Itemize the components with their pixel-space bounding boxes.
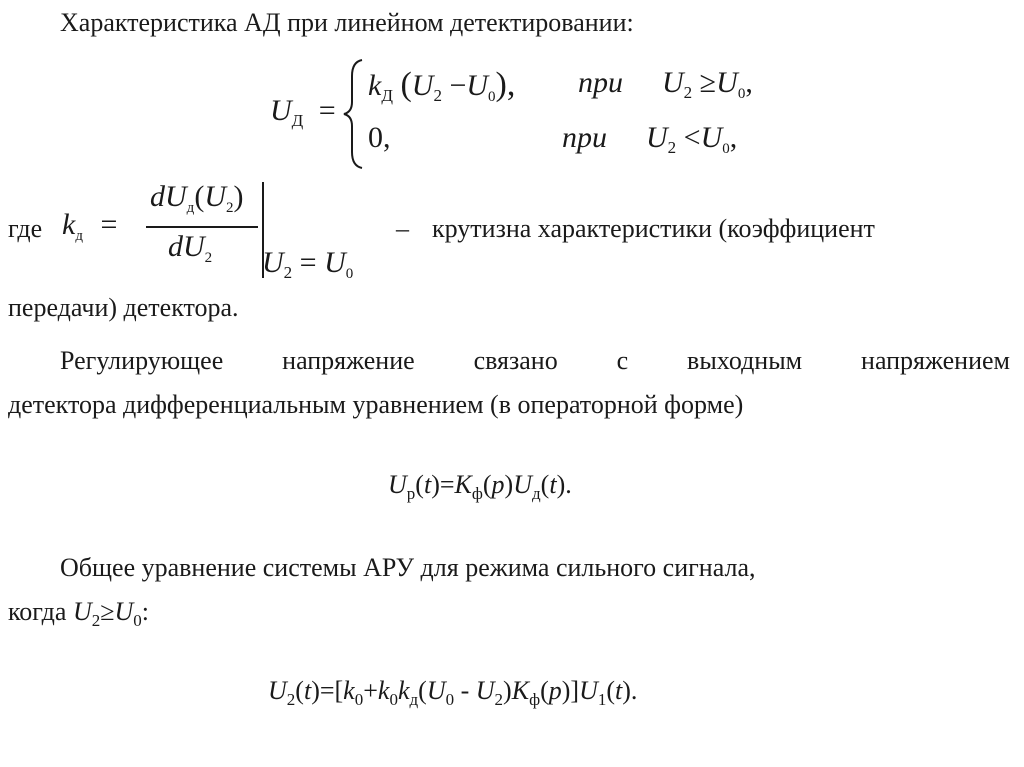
formula1-case1-when: при	[578, 66, 623, 99]
fraction-numerator: $dU_д(U_2)$	[150, 180, 244, 216]
formula1-case1: $k_Д$ $(U_2 -U_0)$,	[368, 66, 516, 105]
formula1-case2-condition: $U_2 <U_0$,	[646, 121, 738, 157]
formula1-lhs: $U_Д$ =	[270, 94, 336, 130]
definition-dash: –	[396, 214, 409, 243]
paragraph-regulating-line1: Регулирующее напряжение связано с выходным напряжением	[60, 346, 1010, 375]
heading: Характеристика АД при линейном детектировании:	[60, 8, 634, 37]
fraction-bar	[146, 226, 258, 228]
definition-k: $k_д$ =	[62, 208, 118, 244]
formula1-case1-condition: $U_2 \ge U_0$,	[662, 66, 753, 102]
formula1-case2-when: при	[562, 121, 607, 154]
left-brace	[342, 58, 366, 170]
where-label: где	[8, 214, 43, 243]
formula-regulating-voltage: $U_р(t)=K_ф(p)U_д(t)$.	[388, 470, 572, 503]
paragraph-general-line1: Общее уравнение системы АРУ для режима сильного сигнала,	[60, 553, 756, 582]
definition-tail: крутизна характеристики (коэффициент	[432, 214, 875, 243]
evaluation-condition: $U_2 = U_0$	[262, 246, 354, 282]
paragraph-regulating-line2: детектора дифференциальным уравнением (в операторной форме)	[8, 390, 744, 419]
definition-line2: передачи) детектора.	[8, 293, 239, 322]
paragraph-general-line2: когда $U_2\ge U_0$:	[8, 597, 150, 630]
formula-agc-system: $U_2(t)=[k_0+k_0k_д(U_0 - U_2)K_ф(p)]U_1(t)$.	[268, 676, 638, 709]
fraction-denominator: $dU_2$	[168, 230, 213, 266]
formula1-case2-value: 0,	[368, 121, 391, 154]
